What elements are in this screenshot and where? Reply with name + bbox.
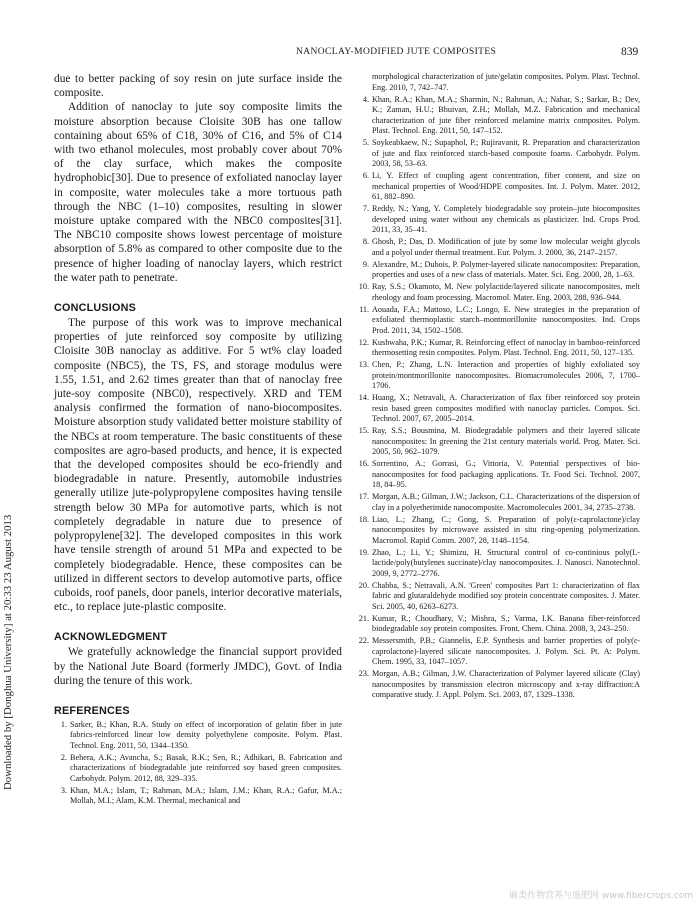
reference-number: 15. xyxy=(358,426,369,435)
references-heading: REFERENCES xyxy=(54,704,130,717)
watermark: 麻类作物营养与施肥网 www.fibercrops.com xyxy=(509,891,693,901)
reference-text: Sorrentino, A.; Gorrasi, G.; Vittoria, V. Potential perspectives of bio-nanocomposites for food packaging applications. Tr. Food Sci. Technol. 2007, 18, 84–95. xyxy=(372,459,640,489)
reference-text: Sarker, B.; Khan, R.A. Study on effect of incorporation of gelatin fiber in jute fabrics-reinforced linear low density polyethylene composite. Polym. Plast. Technol. Eng. 2011, 50, 1344–1350. xyxy=(70,719,342,750)
reference-number: 16. xyxy=(358,459,369,468)
reference-text: Khan, M.A.; Islam, T.; Rahman, M.A.; Islam, J.M.; Khan, R.A.; Gafur, M.A.; Mollah, M.I.; Alam, K.M. Thermal, mechanical and xyxy=(70,785,342,806)
reference-text: Chen, P.; Zhang, L.N. Interaction and properties of highly exfoliated soy protein/montmorillonite nanocomposites. Biomacromolecules 2006, 7, 1700–1706. xyxy=(372,360,640,390)
left-column xyxy=(54,72,342,808)
reference-text: Ray, S.S.; Bousmina, M. Biodegradable polymers and their layered silicate nanocomposites: In greening the 21st century materials world. Prog. Mater. Sci. 2005, 50, 962–1079. xyxy=(372,426,640,456)
reference-item xyxy=(356,393,640,425)
reference-text: Ray, S.S.; Okamoto, M. New polylactide/layered silicate nanocomposites, melt rheology and foam processing. Macromol. Mater. Eng. 2003, 288, 936–944. xyxy=(372,282,640,302)
reference-3-continued: morphological characterization of jute/gelatin composites. Polym. Plast. Technol. Eng. 2010, 7, 742–747. xyxy=(372,72,640,92)
page-number: 839 xyxy=(621,46,639,58)
reference-item xyxy=(356,459,640,491)
reference-number: 2. xyxy=(60,752,67,762)
reference-number: 5. xyxy=(362,138,369,147)
reference-number: 19. xyxy=(358,547,369,557)
reference-item xyxy=(356,338,640,359)
reference-item xyxy=(54,753,342,785)
reference-text: Kushwaha, P.K.; Kumar, R. Reinforcing effect of nanoclay in bamboo-reinforced thermosetting resin composites. Polym. Plast. Technol. Eng. 2011, 50, 127–135. xyxy=(372,337,640,357)
reference-number: 14. xyxy=(358,393,369,402)
reference-text: Li, Y. Effect of coupling agent concentration, fiber content, and size on mechanical properties of Wood/HDPE composites. Int. J. Polym. Mater. 2012, 61, 882–890. xyxy=(372,171,640,201)
paragraph-packing: due to better packing of soy resin on jute surface inside the composite. xyxy=(54,73,342,100)
reference-text: Aouada, F.A.; Mattoso, L.C.; Longo, E. New strategies in the preparation of exfoliated thermoplastic starch–montmorillonite nanocomposites. Ind. Crops Prod. 2011, 34, 1502–1508. xyxy=(372,304,640,335)
download-notice: Downloaded by [Donghua University] at 20:33 23 August 2013 xyxy=(2,514,14,790)
conclusions-text: The purpose of this work was to improve mechanical properties of jute reinforced soy composite by utilizing Cloisite 30B nanoclay as additive. For 5 wt% clay loaded composite (NBC5), the TS, FS, and storage modulus were 1.55, 1.51, and 2.62 times greater than that of nanoclay free jute-soy composite (NBC0), respectively. XRD and TEM analysis confirmed the formation of nano-biocomposites. Moisture absorption study validated better moisture stability of the NBCs at room temperature. The basic constituents of these composites are agro-based products, and hence, it is expected that the developed composites should be eco-friendly and biodegradable in nature. Presently, automobile industries generally utilize jute-polypropylene composites having tensile strength below 30 MPa for automotive parts, which is not completely degradable in nature due to presence of polypropylene[32]. The developed composites in this work have tensile strength of around 51 MPa and expected to be completely biodegradable. Hence, these composites can be utilized in different sectors to develop automotive parts, office cuboids, roof panels, door panels, interior decorative materials, etc., to replace jute-plastic composite. xyxy=(54,317,342,614)
reference-number: 3. xyxy=(60,785,67,795)
conclusions-heading: CONCLUSIONS xyxy=(54,302,136,315)
reference-item xyxy=(356,171,640,203)
right-column xyxy=(356,72,640,702)
reference-number: 18. xyxy=(358,514,369,524)
reference-item xyxy=(54,720,342,752)
reference-text: Liao, L.; Zhang, C.; Gong, S. Preparation of poly(ε-caprolactone)/clay nanocomposites by microwave assisted in situ ring-opening polymerization. Macromol. Rapid Comm. 2007, 28, 1148–1154. xyxy=(372,514,640,545)
reference-number: 6. xyxy=(362,171,369,180)
reference-item xyxy=(356,426,640,458)
reference-item xyxy=(356,515,640,547)
reference-number: 12. xyxy=(358,337,369,347)
reference-item xyxy=(356,492,640,513)
journal-title: NANOCLAY-MODIFIED JUTE COMPOSITES xyxy=(296,47,497,57)
reference-number: 21. xyxy=(358,613,369,623)
reference-number: 1. xyxy=(60,719,67,729)
reference-text: Morgan, A.B.; Gilman, J.W. Characterization of Polymer layered silicate (Clay) nanocomposites by transmission electron microscopy and x-ray diffraction:A comparative study. J. Appl. Polym. Sci. 2003, 87, 1329–1338. xyxy=(372,669,640,699)
reference-number: 11. xyxy=(359,304,369,314)
reference-item xyxy=(356,636,640,668)
reference-text: Huang, X.; Netravali, A. Characterization of flax fiber reinforced soy protein resin based green composites modified with nanoclay particles. Compos. Sci. Technol. 2007, 67, 2005–2014. xyxy=(372,393,640,423)
reference-item xyxy=(356,282,640,303)
acknowledgment-heading: ACKNOWLEDGMENT xyxy=(54,631,168,644)
reference-list-right xyxy=(356,95,640,701)
reference-text: Soykeabkaew, N.; Supaphol, P.; Rujiravanit, R. Preparation and characterization of jute and flax reinforced starch-based composite foams. Carbohydr. Polym. 2003, 58, 53–63. xyxy=(372,138,640,168)
reference-number: 17. xyxy=(358,492,369,501)
reference-item xyxy=(356,138,640,170)
reference-item xyxy=(356,204,640,236)
reference-text: Reddy, N.; Yang, Y. Completely biodegradable soy protein–jute biocomposites developed using water without any chemicals as plasticizer. Ind. Crops Prod. 2011, 33, 35–41. xyxy=(372,204,640,234)
reference-item xyxy=(356,305,640,337)
reference-text: Behera, A.K.; Avancha, S.; Basak, R.K.; Sen, R.; Adhikari, B. Fabrication and characterizations of biodegradable jute reinforced soy based green composites. Carbohydr. Polym. 2012, 88, 329–335. xyxy=(70,752,342,783)
reference-number: 4. xyxy=(362,94,369,104)
reference-text: Ghosh, P.; Das, D. Modification of jute by some low molecular weight glycols and a polyol under thermal treatment. Eur. Polym. J. 2000, 36, 2147–2157. xyxy=(372,237,640,257)
reference-item xyxy=(356,548,640,580)
reference-list-left xyxy=(54,720,342,807)
acknowledgment-text: We gratefully acknowledge the financial support provided by the National Jute Board (formerly JMDC), Govt. of India during the tenure of this work. xyxy=(54,646,342,687)
reference-number: 13. xyxy=(358,360,369,369)
reference-number: 20. xyxy=(358,580,369,590)
reference-item xyxy=(356,669,640,701)
reference-item xyxy=(356,95,640,137)
reference-item xyxy=(356,260,640,281)
reference-item xyxy=(356,581,640,613)
reference-text: Khan, R.A.; Khan, M.A.; Sharmin, N.; Rahman, A.; Nahar, S.; Sarkar, B.; Dev, K.; Zaman, H.U.; Bhuivan, Z.H.; Mollah, M.Z. Fabrication and mechanical characterization of jute fiber reinforced melamine matrix composites. Polym. Plast. Technol. Eng. 2011, 50, 147–152. xyxy=(372,94,640,135)
reference-number: 8. xyxy=(362,237,369,246)
reference-number: 9. xyxy=(362,259,369,269)
reference-number: 7. xyxy=(362,204,369,213)
reference-number: 23. xyxy=(358,669,369,678)
reference-text: Chabba, S.; Netravali, A.N. 'Green' composites Part 1: characterization of flax fabric and glutaraldehyde modified soy protein concentrate composites. J. Mater. Sci. 2005, 40, 6263–6273. xyxy=(372,580,640,611)
reference-text: Alexandre, M.; Dubois, P. Polymer-layered silicate nanocomposites: Preparation, properties and uses of a new class of materials. Mater. Sci. Eng. 2000, 28, 1–63. xyxy=(372,259,640,279)
reference-text: Kumar, R.; Choudhary, V.; Mishra, S.; Varma, I.K. Banana fiber-reinforced biodegradable soy protein composites. Front. Chem. China. 2008, 3, 243–250. xyxy=(372,613,640,633)
reference-text: Morgan, A.B.; Gilman, J.W.; Jackson, C.L. Characterizations of the dispersion of clay in a polyetherimide nanocomposite. Macromolecules 2001, 34, 2735–2738. xyxy=(372,492,640,512)
reference-text: Messersmith, P.B.; Giannelis, E.P. Synthesis and barrier properties of poly(ε-caprolactone)-layered silicate nanocomposites. J. Polym. Sci. Pt. A: Polym. Chem. 1995, 33, 1047–1057. xyxy=(372,636,640,666)
paragraph-moisture: Addition of nanoclay to jute soy composite limits the moisture absorption because Cloisite 30B has one tallow containing about 65% of C18, 30% of C16, and 5% of C14 with two ethanol molecules, most probably cover about 70% of the clay surface, which makes the composite hydrophobic[30]. Due to presence of exfoliated nanoclay layer in composite, water molecules take a more tortuous path through the NBC (1–10) composites, resulting in slower moisture uptake compared with the NBC0 composites[31]. The NBC10 composite shows lowest percentage of moisture absorption of 5.8% as compared to other composite due to the presence of higher loading of nanoclay layers, which restrict the water path to penetrate. xyxy=(54,101,342,284)
running-header xyxy=(0,47,699,63)
reference-item xyxy=(356,614,640,635)
reference-item xyxy=(356,237,640,258)
reference-item xyxy=(54,786,342,807)
reference-item xyxy=(356,360,640,392)
reference-text: Zhao, L.; Li, Y.; Shimizu, H. Structural control of co-continious poly(L-lactide/poly(butylenes succinate)/clay nanocomposites. J. Nanosci. Nanotechnol. 2009, 9, 2772–2776. xyxy=(372,547,640,578)
reference-number: 22. xyxy=(358,636,369,645)
reference-number: 10. xyxy=(358,282,369,291)
